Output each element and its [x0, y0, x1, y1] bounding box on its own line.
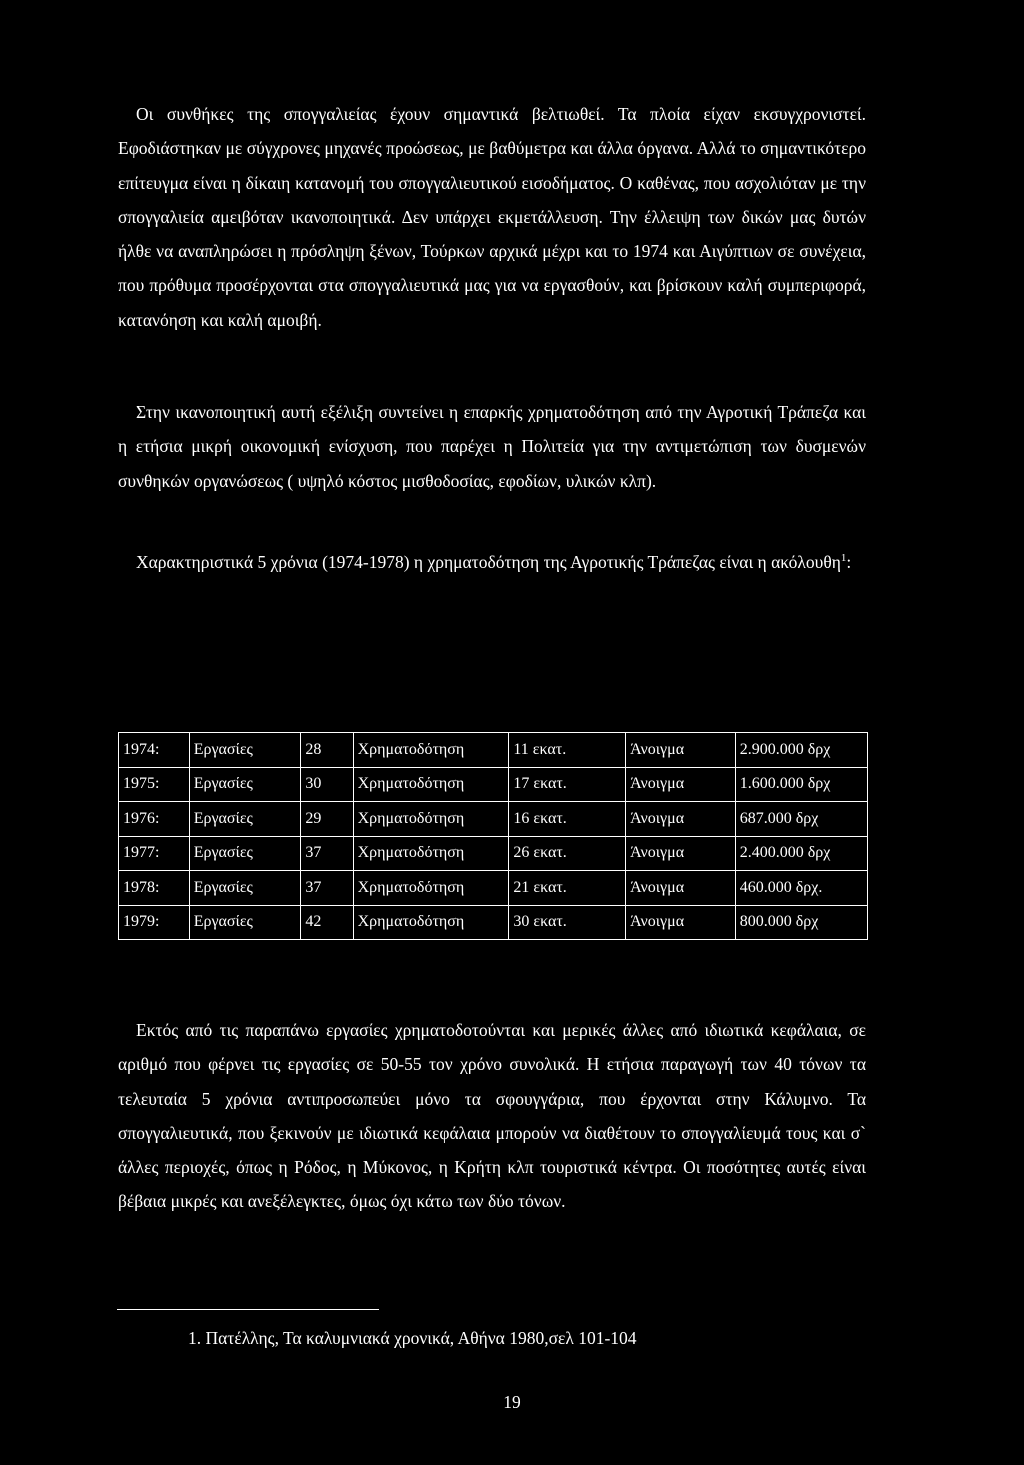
work-label-cell: Εργασίες — [189, 733, 301, 768]
funding-label-cell: Χρηματοδότηση — [353, 733, 509, 768]
table-row — [119, 871, 868, 906]
funding-table — [118, 732, 868, 940]
opening-sum-cell: 460.000 δρχ. — [735, 871, 867, 906]
work-count-cell: 37 — [301, 836, 353, 871]
paragraph-funding-intro — [118, 545, 866, 579]
funding-intro-text: Χαρακτηριστικά 5 χρόνια (1974-1978) η χρηματοδότηση της Αγροτικής Τράπεζας είναι η ακόλουθη — [136, 552, 841, 572]
work-label-cell: Εργασίες — [189, 836, 301, 871]
year-cell: 1977: — [119, 836, 190, 871]
year-cell: 1975: — [119, 767, 190, 802]
work-count-cell: 30 — [301, 767, 353, 802]
opening-label-cell: Άνοιγμα — [626, 733, 736, 768]
table-row — [119, 836, 868, 871]
year-cell: 1978: — [119, 871, 190, 906]
funding-label-cell: Χρηματοδότηση — [353, 871, 509, 906]
work-label-cell: Εργασίες — [189, 905, 301, 940]
opening-label-cell: Άνοιγμα — [626, 802, 736, 837]
work-label-cell: Εργασίες — [189, 871, 301, 906]
footnote-divider — [117, 1309, 379, 1310]
work-count-cell: 37 — [301, 871, 353, 906]
paragraph-private-funding: Εκτός από τις παραπάνω εργασίες χρηματοδοτούνται και μερικές άλλες από ιδιωτικά κεφάλαια, σε αριθμό που φέρνει τις εργασίες σε 50-55 τον χρόνο συνολικά. Η ετήσια παραγωγή των 40 τόνων τα τελευταία 5 χρόνια αντιπροσωπεύει μόνο τα σφουγγάρια, που έρχονται στην Κάλυμνο. Τα σπογγαλιευτικά, που ξεκινούν με ιδιωτικά κεφάλαια μπορούν να διαθέτουν το σπογγαλίευμά τους και σ` άλλες περιοχές, όπως η Ρόδος, η Μύκονος, η Κρήτη κλπ τουριστικά κέντρα. Οι ποσότητες αυτές είναι βέβαια μικρές και ανεξέλεγκτες, όμως όχι κάτω των δύο τόνων. — [118, 1020, 866, 1212]
opening-label-cell: Άνοιγμα — [626, 905, 736, 940]
paragraph-sponge-conditions: Οι συνθήκες της σπογγαλιείας έχουν σημαντικά βελτιωθεί. Τα πλοία είχαν εκσυγχρονιστεί. Εφοδιάστηκαν με σύγχρονες μηχανές προώσεως, με βαθύμετρα και άλλα όργανα. Αλλά το σημαντικότερο επίτευγμα είναι η δίκαιη κατανομή του σπογγαλιευτικού εισοδήματος. Ο καθένας, που ασχολιόταν με την σπογγαλιεία αμειβόταν ικανοποιητικά. Δεν υπάρχει εκμετάλλευση. Την έλλειψη των δικών μας δυτών ήλθε να αναπληρώσει η πρόσληψη ξένων, Τούρκων αρχικά μέχρι και το 1974 και Αιγύπτιων σε συνέχεια, που πρόθυμα προσέρχονται στα σπογγαλιευτικά μας για να εργασθούν, και βρίσκουν καλή συμπεριφορά, κατανόηση και καλή αμοιβή. — [118, 104, 866, 330]
opening-sum-cell: 2.900.000 δρχ — [735, 733, 867, 768]
table-row — [119, 767, 868, 802]
funding-label-cell: Χρηματοδότηση — [353, 802, 509, 837]
work-label-cell: Εργασίες — [189, 767, 301, 802]
funding-intro-colon: : — [846, 552, 852, 572]
footnote: 1. Πατέλλης, Τα καλυμνιακά χρονικά, Αθήνα 1980,σελ 101-104 — [188, 1328, 637, 1348]
table-row — [119, 802, 868, 837]
work-count-cell: 28 — [301, 733, 353, 768]
table-row — [119, 905, 868, 940]
year-cell: 1976: — [119, 802, 190, 837]
funding-amount-cell: 17 εκατ. — [509, 767, 626, 802]
year-cell: 1979: — [119, 905, 190, 940]
funding-amount-cell: 11 εκατ. — [509, 733, 626, 768]
work-label-cell: Εργασίες — [189, 802, 301, 837]
funding-label-cell: Χρηματοδότηση — [353, 767, 509, 802]
funding-amount-cell: 30 εκατ. — [509, 905, 626, 940]
opening-sum-cell: 687.000 δρχ — [735, 802, 867, 837]
opening-label-cell: Άνοιγμα — [626, 871, 736, 906]
year-cell: 1974: — [119, 733, 190, 768]
funding-label-cell: Χρηματοδότηση — [353, 905, 509, 940]
footnote-ref: 1 — [840, 552, 847, 565]
page-number: 19 — [503, 1392, 521, 1412]
work-count-cell: 29 — [301, 802, 353, 837]
opening-sum-cell: 1.600.000 δρχ — [735, 767, 867, 802]
funding-amount-cell: 21 εκατ. — [509, 871, 626, 906]
work-count-cell: 42 — [301, 905, 353, 940]
funding-amount-cell: 16 εκατ. — [509, 802, 626, 837]
opening-label-cell: Άνοιγμα — [626, 836, 736, 871]
funding-label-cell: Χρηματοδότηση — [353, 836, 509, 871]
opening-sum-cell: 800.000 δρχ — [735, 905, 867, 940]
table-row — [119, 733, 868, 768]
opening-label-cell: Άνοιγμα — [626, 767, 736, 802]
opening-sum-cell: 2.400.000 δρχ — [735, 836, 867, 871]
paragraph-funding-context: Στην ικανοποιητική αυτή εξέλιξη συντείνει η επαρκής χρηματοδότηση από την Αγροτική Τράπεζα και η ετήσια μικρή οικονομική ενίσχυση, που παρέχει η Πολιτεία για την αντιμετώπιση των δυσμενών συνθηκών οργανώσεως ( υψηλό κόστος μισθοδοσίας, εφοδίων, υλικών κλπ). — [118, 402, 866, 491]
funding-amount-cell: 26 εκατ. — [509, 836, 626, 871]
